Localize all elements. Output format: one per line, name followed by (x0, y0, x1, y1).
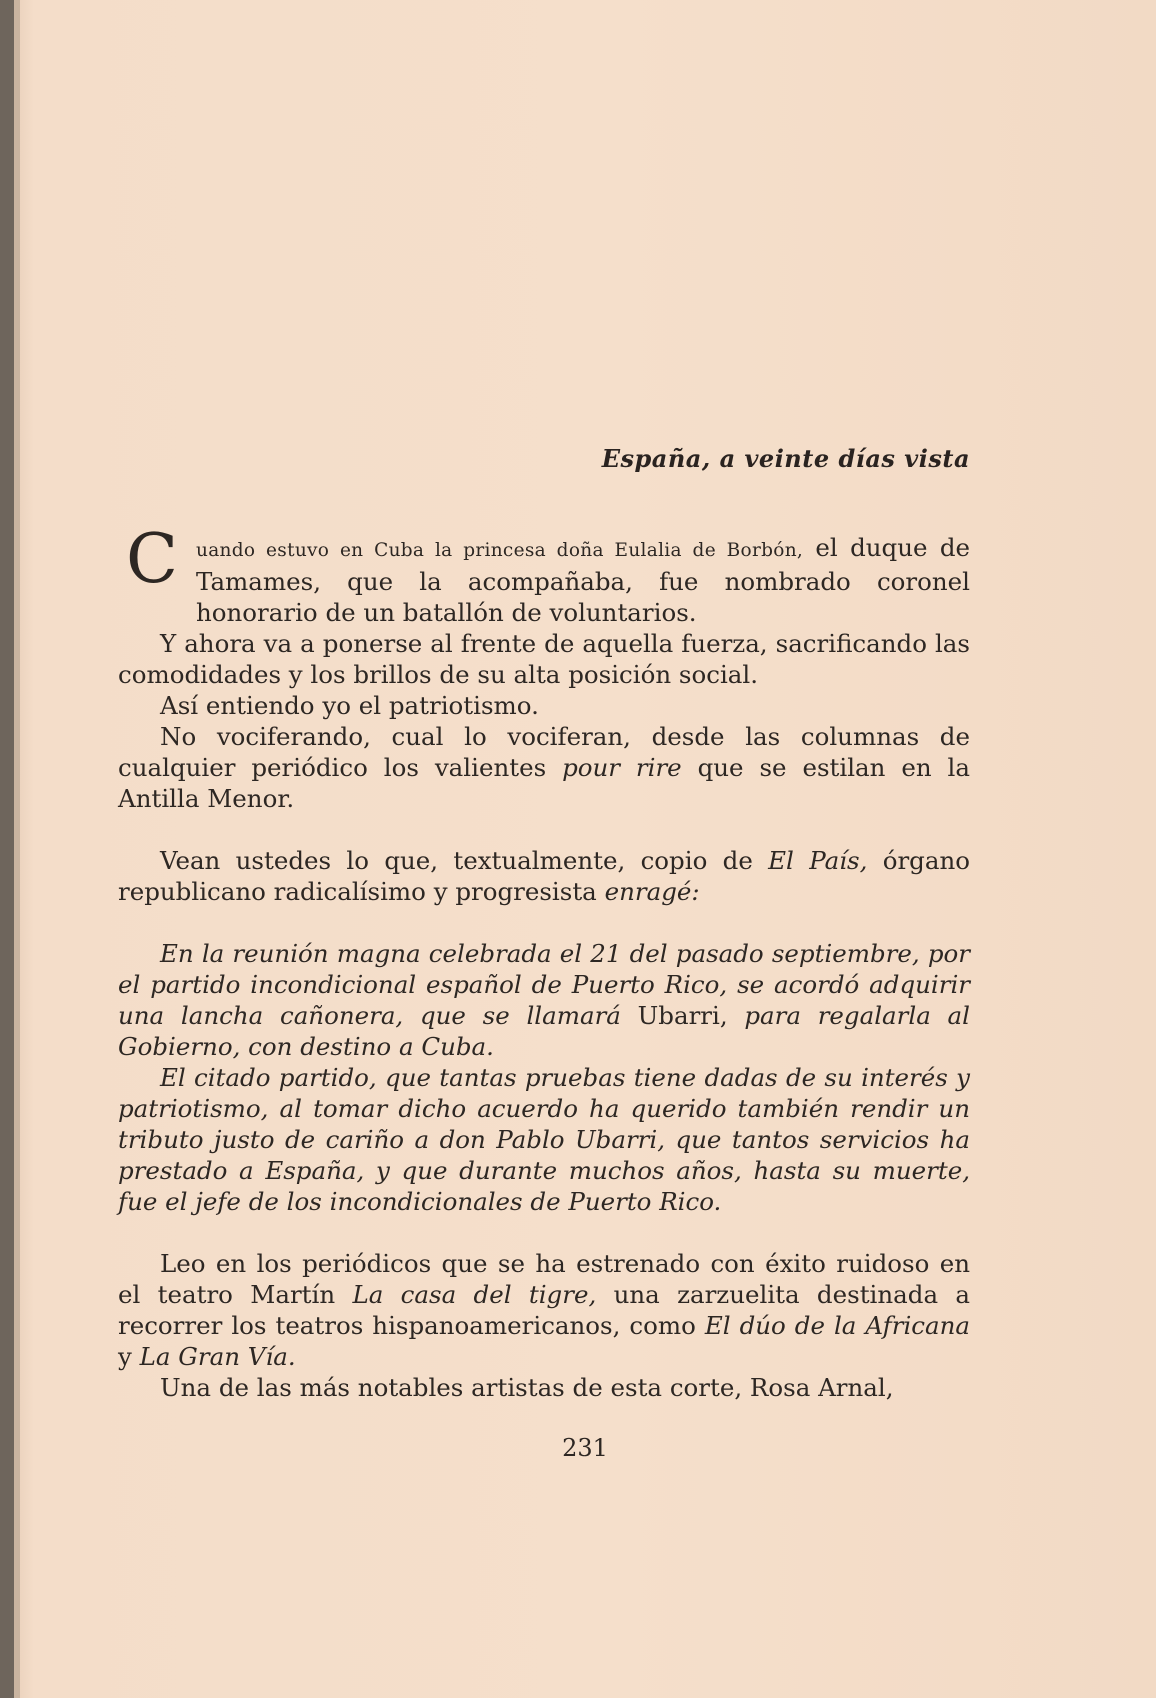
opening-paragraph (118, 520, 970, 628)
paragraph-6-italic-b: La casa del tigre, (352, 1280, 597, 1309)
paragraph-5-italic-d: enragé: (604, 877, 700, 906)
paragraph-6-text-e: y (118, 1342, 140, 1371)
paragraph-5-text-a: Vean ustedes lo que, textualmente, copio de (160, 846, 769, 875)
paragraph-4-text-c: que se estilan en la Antilla Menor. (118, 753, 970, 813)
quote-1-roman: Ubarri, (637, 1001, 728, 1030)
paragraph-5 (118, 845, 970, 907)
paragraph-5-italic-b: El País, (768, 846, 868, 875)
paragraph-2: Y ahora va a ponerse al frente de aquella fuerza, sacrificando las comodidades y los brillos de su alta posición social. (118, 629, 970, 689)
page-body (118, 520, 971, 1403)
page-number: 231 (562, 1434, 608, 1462)
paragraph-5-text-c: órgano republicano radicalísimo y progresista (118, 846, 970, 906)
opening-text: el duque de Tamames, que la acompañaba, fue nombrado coronel honorario de un batallón de voluntarios. (196, 533, 970, 627)
drop-cap: C (126, 520, 179, 599)
paragraph-6 (118, 1248, 970, 1372)
quote-1-text-a: En la reunión magna celebrada el 21 del pasado septiembre, por el partido incondicional español de Puerto Rico, se acordó adquirir una lancha cañonera, que se llamará (118, 939, 970, 1030)
book-page (14, 0, 1156, 1698)
paragraph-6-text-c: una zarzuelita destinada a recorrer los teatros hispanoamericanos, como (118, 1280, 970, 1340)
paragraph-7: Una de las más notables artistas de esta corte, Rosa Arnal, (160, 1373, 894, 1402)
quote-paragraph-1 (118, 938, 970, 1062)
quoted-excerpt (118, 938, 970, 1217)
quote-paragraph-2: El citado partido, que tantas pruebas tiene dadas de su interés y patriotismo, al tomar dicho acuerdo ha querido también rendir un tributo justo de cariño a don Pablo Ubarri, que tantos servicios ha prestado a España, y que durante muchos años, hasta su muerte, fue el jefe de los incondicionales de Puerto Rico. (118, 1063, 970, 1216)
spacer (118, 907, 970, 938)
paragraph-6-italic-f: La Gran Vía. (139, 1342, 296, 1371)
paragraph-3: Así entiendo yo el patriotismo. (160, 691, 539, 720)
chapter-title: España, a veinte días vista (601, 444, 970, 473)
paragraph-6-italic-d: El dúo de la Africana (704, 1311, 970, 1340)
paragraph-6-text-a: Leo en los periódicos que se ha estrenado con éxito ruidoso en el teatro Martín (118, 1249, 970, 1309)
paragraph-4 (118, 721, 970, 814)
quote-1-text-c: para regalarla al Gobierno, con destino a Cuba. (118, 1001, 971, 1061)
paragraph-4-text-a: No vociferando, cual lo vociferan, desde las columnas de cualquier periódico los valientes (118, 722, 970, 782)
smallcaps-lead: uando estuvo en Cuba la princesa doña Eulalia de Borbón, (196, 540, 804, 561)
spacer (118, 814, 970, 845)
paragraph-4-italic: pour rire (562, 753, 682, 782)
spacer (118, 1217, 970, 1248)
